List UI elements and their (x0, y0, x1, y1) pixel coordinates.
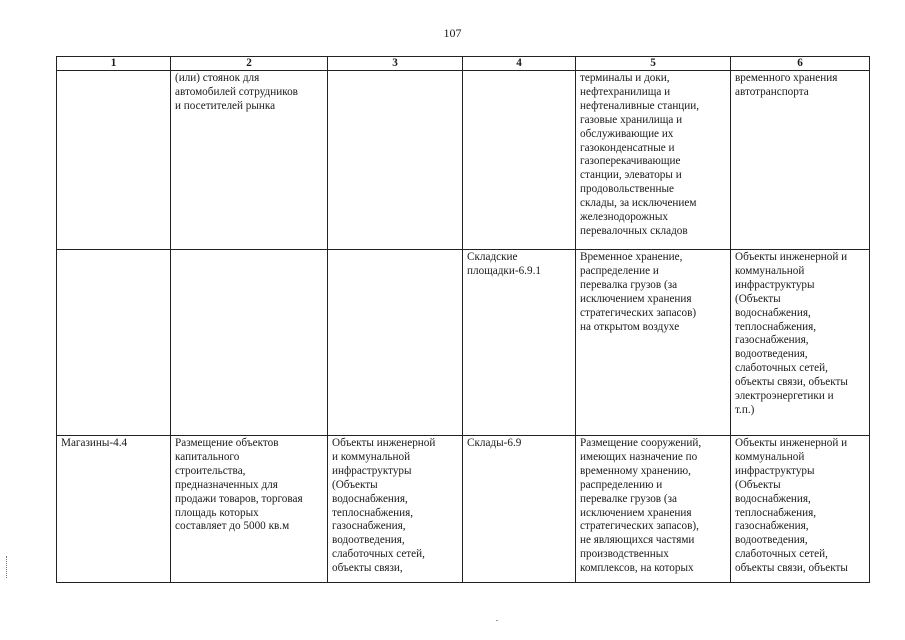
cell-line: продажи товаров, торговая (175, 492, 303, 505)
cell-line: автотранспорта (735, 85, 809, 98)
scan-speck (496, 620, 498, 621)
cell-line: инфраструктуры (735, 464, 815, 477)
cell-line: предназначенных для (175, 478, 278, 491)
cell-text (467, 251, 571, 279)
cell-line: нефтеналивные станции, (580, 99, 700, 112)
cell-line: электроэнергетики и (735, 390, 834, 403)
cell-line: перевалочных складов (580, 224, 688, 237)
cell-line: газоснабжения, (332, 520, 406, 533)
scan-margin-mark (6, 556, 9, 578)
column-header-2: 2 (171, 57, 328, 71)
cell-text (580, 437, 726, 576)
cell-line: слаботочных сетей, (735, 362, 828, 375)
cell-line: Объекты инженерной и (735, 251, 848, 263)
table-cell (731, 250, 870, 436)
cell-text (735, 72, 865, 100)
cell-line: Временное хранение, (580, 251, 683, 263)
cell-text (467, 437, 571, 451)
cell-line: перевалке грузов (за (580, 492, 677, 505)
cell-line: нефтехранилища и (580, 85, 671, 98)
cell-line: Склады-6.9 (467, 437, 522, 449)
land-use-table (56, 56, 870, 583)
table-cell (57, 71, 171, 250)
column-number-row (57, 57, 870, 71)
cell-text (175, 72, 323, 114)
cell-text (175, 437, 323, 534)
table-cell (57, 436, 171, 583)
cell-line: объекты связи, (332, 562, 403, 575)
cell-line: терминалы и доки, (580, 72, 670, 84)
cell-line: исключением хранения (580, 292, 692, 305)
cell-line: обслуживающие их (580, 127, 674, 140)
table-cell (171, 250, 328, 436)
cell-line: газоперекачивающие (580, 155, 681, 168)
cell-line: распределение и (580, 264, 659, 277)
cell-line: слаботочных сетей, (332, 548, 425, 561)
cell-line: инфраструктуры (735, 278, 815, 291)
table-cell (576, 436, 731, 583)
cell-line: и посетителей рынка (175, 99, 276, 112)
cell-line: и коммунальной (332, 450, 411, 463)
table-cell (328, 250, 463, 436)
cell-line: временному хранению, (580, 464, 691, 477)
cell-text (735, 251, 865, 418)
column-header-4: 4 (463, 57, 576, 71)
table-cell (463, 436, 576, 583)
cell-line: водоснабжения, (332, 492, 408, 505)
table-cell (328, 436, 463, 583)
cell-line: распределению и (580, 478, 663, 491)
cell-line: водоснабжения, (735, 306, 811, 319)
cell-line: газоснабжения, (735, 334, 809, 347)
cell-line: инфраструктуры (332, 464, 412, 477)
cell-line: водоотведения, (735, 534, 808, 547)
table-cell (731, 71, 870, 250)
cell-line: автомобилей сотрудников (175, 85, 298, 98)
cell-line: не являющихся частями (580, 534, 695, 547)
column-header-1: 1 (57, 57, 171, 71)
cell-line: площадки-6.9.1 (467, 264, 541, 277)
column-header-5: 5 (576, 57, 731, 71)
cell-line: склады, за исключением (580, 197, 697, 210)
cell-line: временного хранения (735, 72, 838, 84)
column-header-6: 6 (731, 57, 870, 71)
cell-line: комплексов, на которых (580, 562, 694, 575)
table-cell (328, 71, 463, 250)
cell-line: на открытом воздухе (580, 320, 680, 333)
cell-text (332, 437, 458, 576)
cell-line: площадь которых (175, 506, 259, 519)
table-cell (463, 250, 576, 436)
cell-line: составляет до 5000 кв.м (175, 520, 290, 533)
table-row (57, 250, 870, 436)
cell-line: объекты связи, объекты (735, 562, 848, 575)
cell-line: (Объекты (332, 478, 378, 491)
table-cell (171, 71, 328, 250)
cell-line: Размещение сооружений, (580, 437, 702, 449)
table-row (57, 71, 870, 250)
cell-line: имеющих назначение по (580, 450, 698, 463)
cell-line: производственных (580, 548, 669, 561)
table-cell (731, 436, 870, 583)
table-cell (57, 250, 171, 436)
cell-line: теплоснабжения, (735, 320, 817, 333)
column-header-3: 3 (328, 57, 463, 71)
cell-line: Объекты инженерной (332, 437, 436, 449)
cell-text (735, 437, 865, 576)
cell-line: (или) стоянок для (175, 72, 260, 84)
cell-line: перевалка грузов (за (580, 278, 678, 291)
page-number: 107 (443, 26, 462, 40)
cell-line: слаботочных сетей, (735, 548, 828, 561)
table-cell (576, 250, 731, 436)
table-cell (463, 71, 576, 250)
cell-line: водоотведения, (332, 534, 405, 547)
cell-line: строительства, (175, 464, 246, 477)
cell-line: Складские (467, 251, 518, 263)
cell-line: (Объекты (735, 292, 781, 305)
cell-text (580, 251, 726, 334)
cell-line: Магазины-4.4 (61, 437, 128, 449)
cell-line: водоотведения, (735, 348, 808, 361)
cell-line: теплоснабжения, (332, 506, 414, 519)
cell-line: стратегических запасов), (580, 520, 699, 533)
cell-line: станции, элеваторы и (580, 169, 682, 182)
cell-line: объекты связи, объекты (735, 376, 848, 389)
cell-line: коммунальной (735, 450, 805, 463)
cell-text (61, 437, 166, 451)
cell-line: газоконденсатные и (580, 141, 675, 154)
cell-line: капитального (175, 450, 240, 463)
table-cell (576, 71, 731, 250)
cell-line: Объекты инженерной и (735, 437, 848, 449)
cell-text (580, 72, 726, 239)
cell-line: т.п.) (735, 403, 755, 416)
table-cell (171, 436, 328, 583)
cell-line: газоснабжения, (735, 520, 809, 533)
cell-line: коммунальной (735, 264, 805, 277)
cell-line: Размещение объектов (175, 437, 279, 449)
cell-line: (Объекты (735, 478, 781, 491)
cell-line: газовые хранилища и (580, 113, 683, 126)
cell-line: стратегических запасов) (580, 306, 697, 319)
table-row (57, 436, 870, 583)
cell-line: исключением хранения (580, 506, 692, 519)
cell-line: водоснабжения, (735, 492, 811, 505)
cell-line: продовольственные (580, 183, 674, 196)
cell-line: железнодорожных (580, 211, 668, 224)
cell-line: теплоснабжения, (735, 506, 817, 519)
